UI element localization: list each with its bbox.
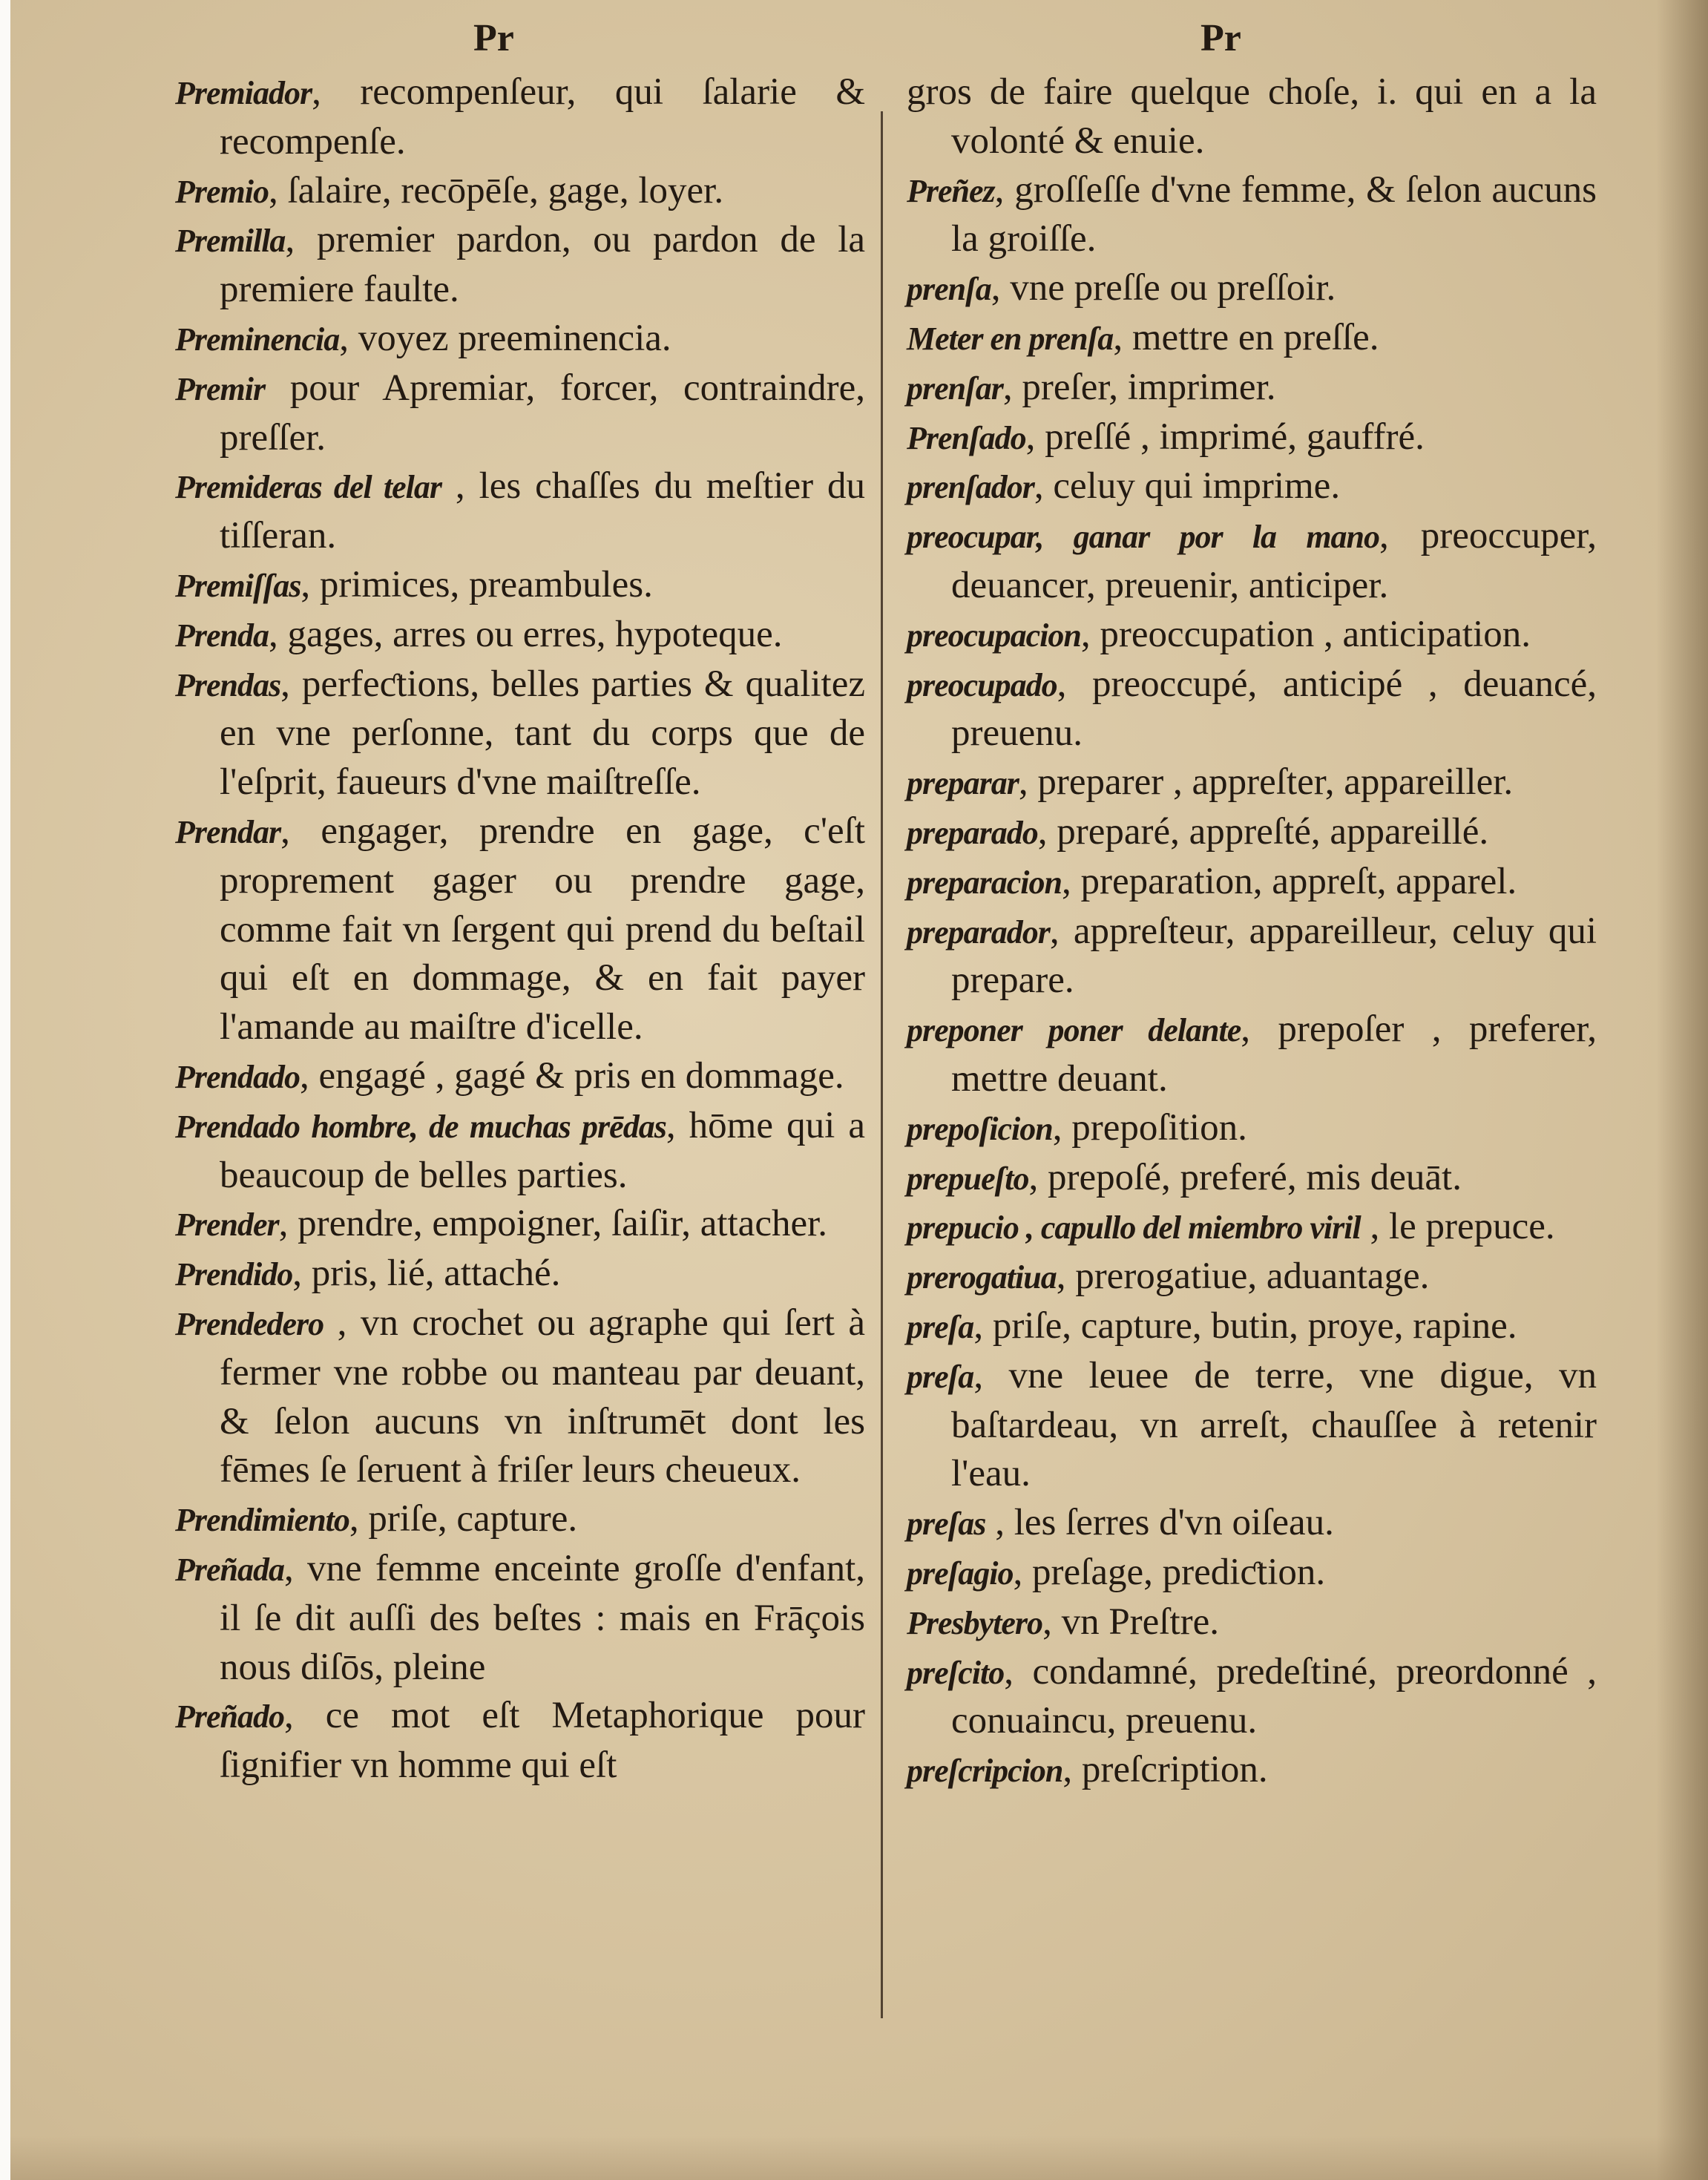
entry-headword: Preñado (175, 1698, 284, 1736)
page-bottom-shade (10, 2135, 1708, 2180)
page-gutter-shadow (1656, 0, 1708, 2180)
dictionary-entry (907, 907, 1597, 1006)
entry-definition: , vn crochet ou agraphe qui ſert à fermer vne robbe ou manteau par deuant, & ſelon aucuns vn inſtrumēt dont les fēmes ſe ſeruent à friſer leurs cheueux. (220, 1301, 865, 1491)
dictionary-entry (175, 364, 865, 463)
entry-definition: , perfeƈtions, belles parties & qualitez en vne perſonne, tant du corps que de l'eſprit, faueurs d'vne maiſtreſſe. (220, 663, 865, 804)
dictionary-entry (175, 1692, 865, 1790)
dictionary-page (10, 0, 1708, 2180)
entry-definition: , hōme qui a beaucoup de belles parties. (220, 1104, 865, 1196)
entry-definition: , pris, lié, attaché. (292, 1252, 561, 1295)
entry-definition: , preſage, prediƈtion. (1013, 1551, 1326, 1593)
running-head-right: Pr (1200, 17, 1241, 59)
entry-definition: , prerogatiue, aduantage. (1056, 1255, 1430, 1298)
dictionary-entry (175, 167, 865, 217)
dictionary-entry (907, 512, 1597, 611)
entry-headword: preſa (907, 1308, 974, 1345)
entry-headword: Premiſſas (175, 567, 301, 604)
entry-headword: Prendido (175, 1256, 293, 1293)
entry-definition: , prendre, empoigner, ſaiſir, attacher. (278, 1203, 828, 1245)
dictionary-entry (907, 314, 1597, 364)
entry-definition: pour Apremiar, forcer, contraindre, preſſer. (220, 367, 865, 459)
entry-definition: , vne femme enceinte groſſe d'enfant, il ſe dit auſſi des beſtes : mais en Frāçois nous diſōs, pleine (220, 1547, 865, 1688)
dictionary-entry (175, 462, 865, 561)
entry-definition: , le prepuce. (1360, 1206, 1555, 1248)
entry-headword: Preñez (907, 172, 995, 209)
entry-definition: , priſe, capture. (349, 1498, 578, 1540)
left-column (175, 68, 865, 1790)
entry-headword: Prendedero (175, 1305, 324, 1342)
dictionary-entry (175, 1052, 865, 1102)
dictionary-entry (907, 611, 1597, 660)
entry-headword: Preñada (175, 1551, 284, 1588)
dictionary-entry (907, 462, 1597, 512)
dictionary-entry (907, 1154, 1597, 1204)
dictionary-entry (907, 1598, 1597, 1648)
entry-definition: , premier pardon, ou pardon de la premiere faulte. (220, 219, 865, 311)
dictionary-entry (907, 1302, 1597, 1352)
entry-headword: preparado (907, 814, 1038, 851)
entry-definition: , engager, prendre en gage, c'eſt proprement gager ou prendre gage, comme fait vn ſergent qui prend du beſtail qui eſt en dommage, & en fait payer l'amande au maiſtre d'icelle. (220, 810, 865, 1048)
dictionary-entry (907, 1352, 1597, 1499)
entry-headword: Prenda (175, 617, 269, 654)
entry-definition: , preoccupation , anticipation. (1080, 613, 1531, 655)
entry-headword: prepueſto (907, 1160, 1029, 1197)
dictionary-entry (907, 1746, 1597, 1796)
dictionary-entry (907, 1549, 1597, 1598)
entry-definition: , preſſé , imprimé, gauffré. (1025, 416, 1425, 458)
dictionary-entry (907, 858, 1597, 907)
entry-headword: Presbytero (907, 1604, 1043, 1641)
entry-definition: , prepoſé, preferé, mis deuāt. (1028, 1156, 1462, 1198)
entry-headword: prenſa (907, 271, 991, 308)
dictionary-entry (175, 68, 865, 167)
entry-headword: preparador (907, 913, 1050, 951)
entry-headword: Premideras del telar (175, 469, 441, 506)
dictionary-entry (907, 758, 1597, 808)
entry-headword: prepoſicion (907, 1110, 1053, 1147)
entry-headword: Premio (175, 173, 269, 210)
entry-headword: Premir (175, 370, 266, 407)
entry-definition: , ſalaire, recōpēſe, gage, loyer. (268, 169, 724, 211)
entry-definition: , engagé , gagé & pris en dommage. (300, 1054, 844, 1097)
entry-headword: Prendar (175, 813, 281, 850)
entry-headword: Prendado hombre, de muchas prēdas (175, 1108, 666, 1145)
column-divider (881, 111, 883, 2018)
entry-headword: Meter en prenſa (907, 320, 1114, 357)
dictionary-entry (907, 1499, 1597, 1549)
entry-headword: preſcito (907, 1654, 1005, 1691)
dictionary-entry (907, 413, 1597, 463)
entry-definition: , preparer , appreſter, appareiller. (1018, 761, 1514, 804)
dictionary-entry (175, 660, 865, 807)
entry-definition: , prepoſer , preferer, mettre deuant. (951, 1008, 1597, 1100)
entry-definition: , preſer, imprimer. (1002, 366, 1276, 408)
entry-headword: preparar (907, 765, 1019, 802)
entry-headword: preocupar, ganar por la mano (907, 519, 1380, 556)
dictionary-entry (907, 68, 1597, 166)
dictionary-entry (907, 166, 1597, 265)
entry-headword: preparacion (907, 864, 1062, 901)
dictionary-entry (907, 264, 1597, 314)
entry-headword: Prendimiento (175, 1502, 349, 1539)
entry-headword: Prenſado (907, 419, 1026, 456)
entry-headword: Premilla (175, 223, 286, 260)
entry-definition: , voyez preeminencia. (339, 317, 671, 359)
right-column (907, 68, 1597, 1796)
entry-headword: preſcripcion (907, 1753, 1063, 1790)
dictionary-entry (907, 1252, 1597, 1302)
entry-definition: , preoccuper, deuancer, preuenir, anticiper. (951, 515, 1597, 606)
entry-definition: , preparé, appreſté, appareillé. (1037, 810, 1489, 853)
entry-definition: , les ſerres d'vn oiſeau. (985, 1502, 1334, 1544)
entry-definition: , primices, preambules. (300, 563, 653, 605)
dictionary-entry (175, 1250, 865, 1299)
entry-headword: preocupacion (907, 617, 1081, 654)
dictionary-entry (907, 364, 1597, 413)
entry-definition: , preoccupé, anticipé , deuancé, preuenu. (951, 663, 1597, 755)
dictionary-entry (175, 1495, 865, 1545)
entry-definition: , celuy qui imprime. (1034, 465, 1341, 508)
dictionary-entry (907, 808, 1597, 858)
entry-headword: prepucio , capullo del miembro viril (907, 1209, 1361, 1247)
entry-definition: , appreſteur, appareilleur, celuy qui prepare. (951, 910, 1597, 1002)
entry-definition: , vne leuee de terre, vne digue, vn baſtardeau, vn arreſt, chauſſee à retenir l'eau. (951, 1354, 1597, 1495)
entry-headword: preocupado (907, 666, 1057, 703)
entry-definition: , condamné, predeſtiné, preordonné , conuaincu, preuenu. (951, 1650, 1597, 1742)
entry-definition: , ce mot eſt Metaphorique pour ſignifier vn homme qui eſt (220, 1695, 865, 1787)
running-head-left: Pr (473, 17, 514, 59)
entry-headword: preſas (907, 1506, 986, 1543)
entry-headword: Prendado (175, 1058, 300, 1095)
entry-definition: , vne preſſe ou preſſoir. (991, 267, 1336, 309)
entry-definition: , mettre en preſſe. (1113, 316, 1379, 358)
entry-definition: , preparation, appreſt, apparel. (1062, 860, 1517, 902)
dictionary-entry (175, 216, 865, 315)
entry-headword: Premiador (175, 75, 312, 111)
dictionary-entry (175, 561, 865, 611)
entry-headword: preponer poner delante (907, 1012, 1241, 1049)
entry-definition: , vn Preſtre. (1042, 1600, 1220, 1643)
entry-definition: , les chaſſes du meſtier du tiſſeran. (220, 465, 866, 557)
entry-definition: , priſe, capture, butin, proye, rapine. (973, 1304, 1517, 1347)
dictionary-entry (175, 1102, 865, 1201)
dictionary-entry (907, 1104, 1597, 1154)
entry-definition: , groſſeſſe d'vne femme, & ſelon aucuns la groiſſe. (951, 168, 1597, 260)
dictionary-entry (175, 611, 865, 660)
entry-definition: , gages, arres ou erres, hypoteque. (269, 613, 783, 655)
entry-headword: Preminencia (175, 321, 340, 358)
entry-headword: prenſador (907, 469, 1034, 506)
dictionary-entry (175, 1299, 865, 1495)
entry-headword: Prender (175, 1206, 279, 1244)
entry-headword: Prendas (175, 666, 281, 703)
entry-definition: gros de faire quelque choſe, i. qui en a la volonté & enuie. (907, 71, 1597, 162)
dictionary-entry (907, 660, 1597, 759)
entry-headword: preſagio (907, 1554, 1014, 1592)
entry-headword: prerogatiua (907, 1259, 1057, 1296)
entry-headword: prenſar (907, 370, 1003, 407)
dictionary-entry (175, 315, 865, 364)
dictionary-entry (175, 1545, 865, 1692)
entry-definition: , prepoſition. (1052, 1106, 1247, 1149)
dictionary-entry (907, 1005, 1597, 1104)
dictionary-entry (175, 807, 865, 1052)
entry-definition: , preſcription. (1062, 1749, 1268, 1791)
dictionary-entry (175, 1200, 865, 1250)
entry-headword: preſa (907, 1358, 974, 1395)
entry-definition: , recompenſeur, qui ſalarie & recompenſe. (220, 71, 865, 162)
dictionary-entry (907, 1203, 1597, 1252)
dictionary-entry (907, 1648, 1597, 1747)
